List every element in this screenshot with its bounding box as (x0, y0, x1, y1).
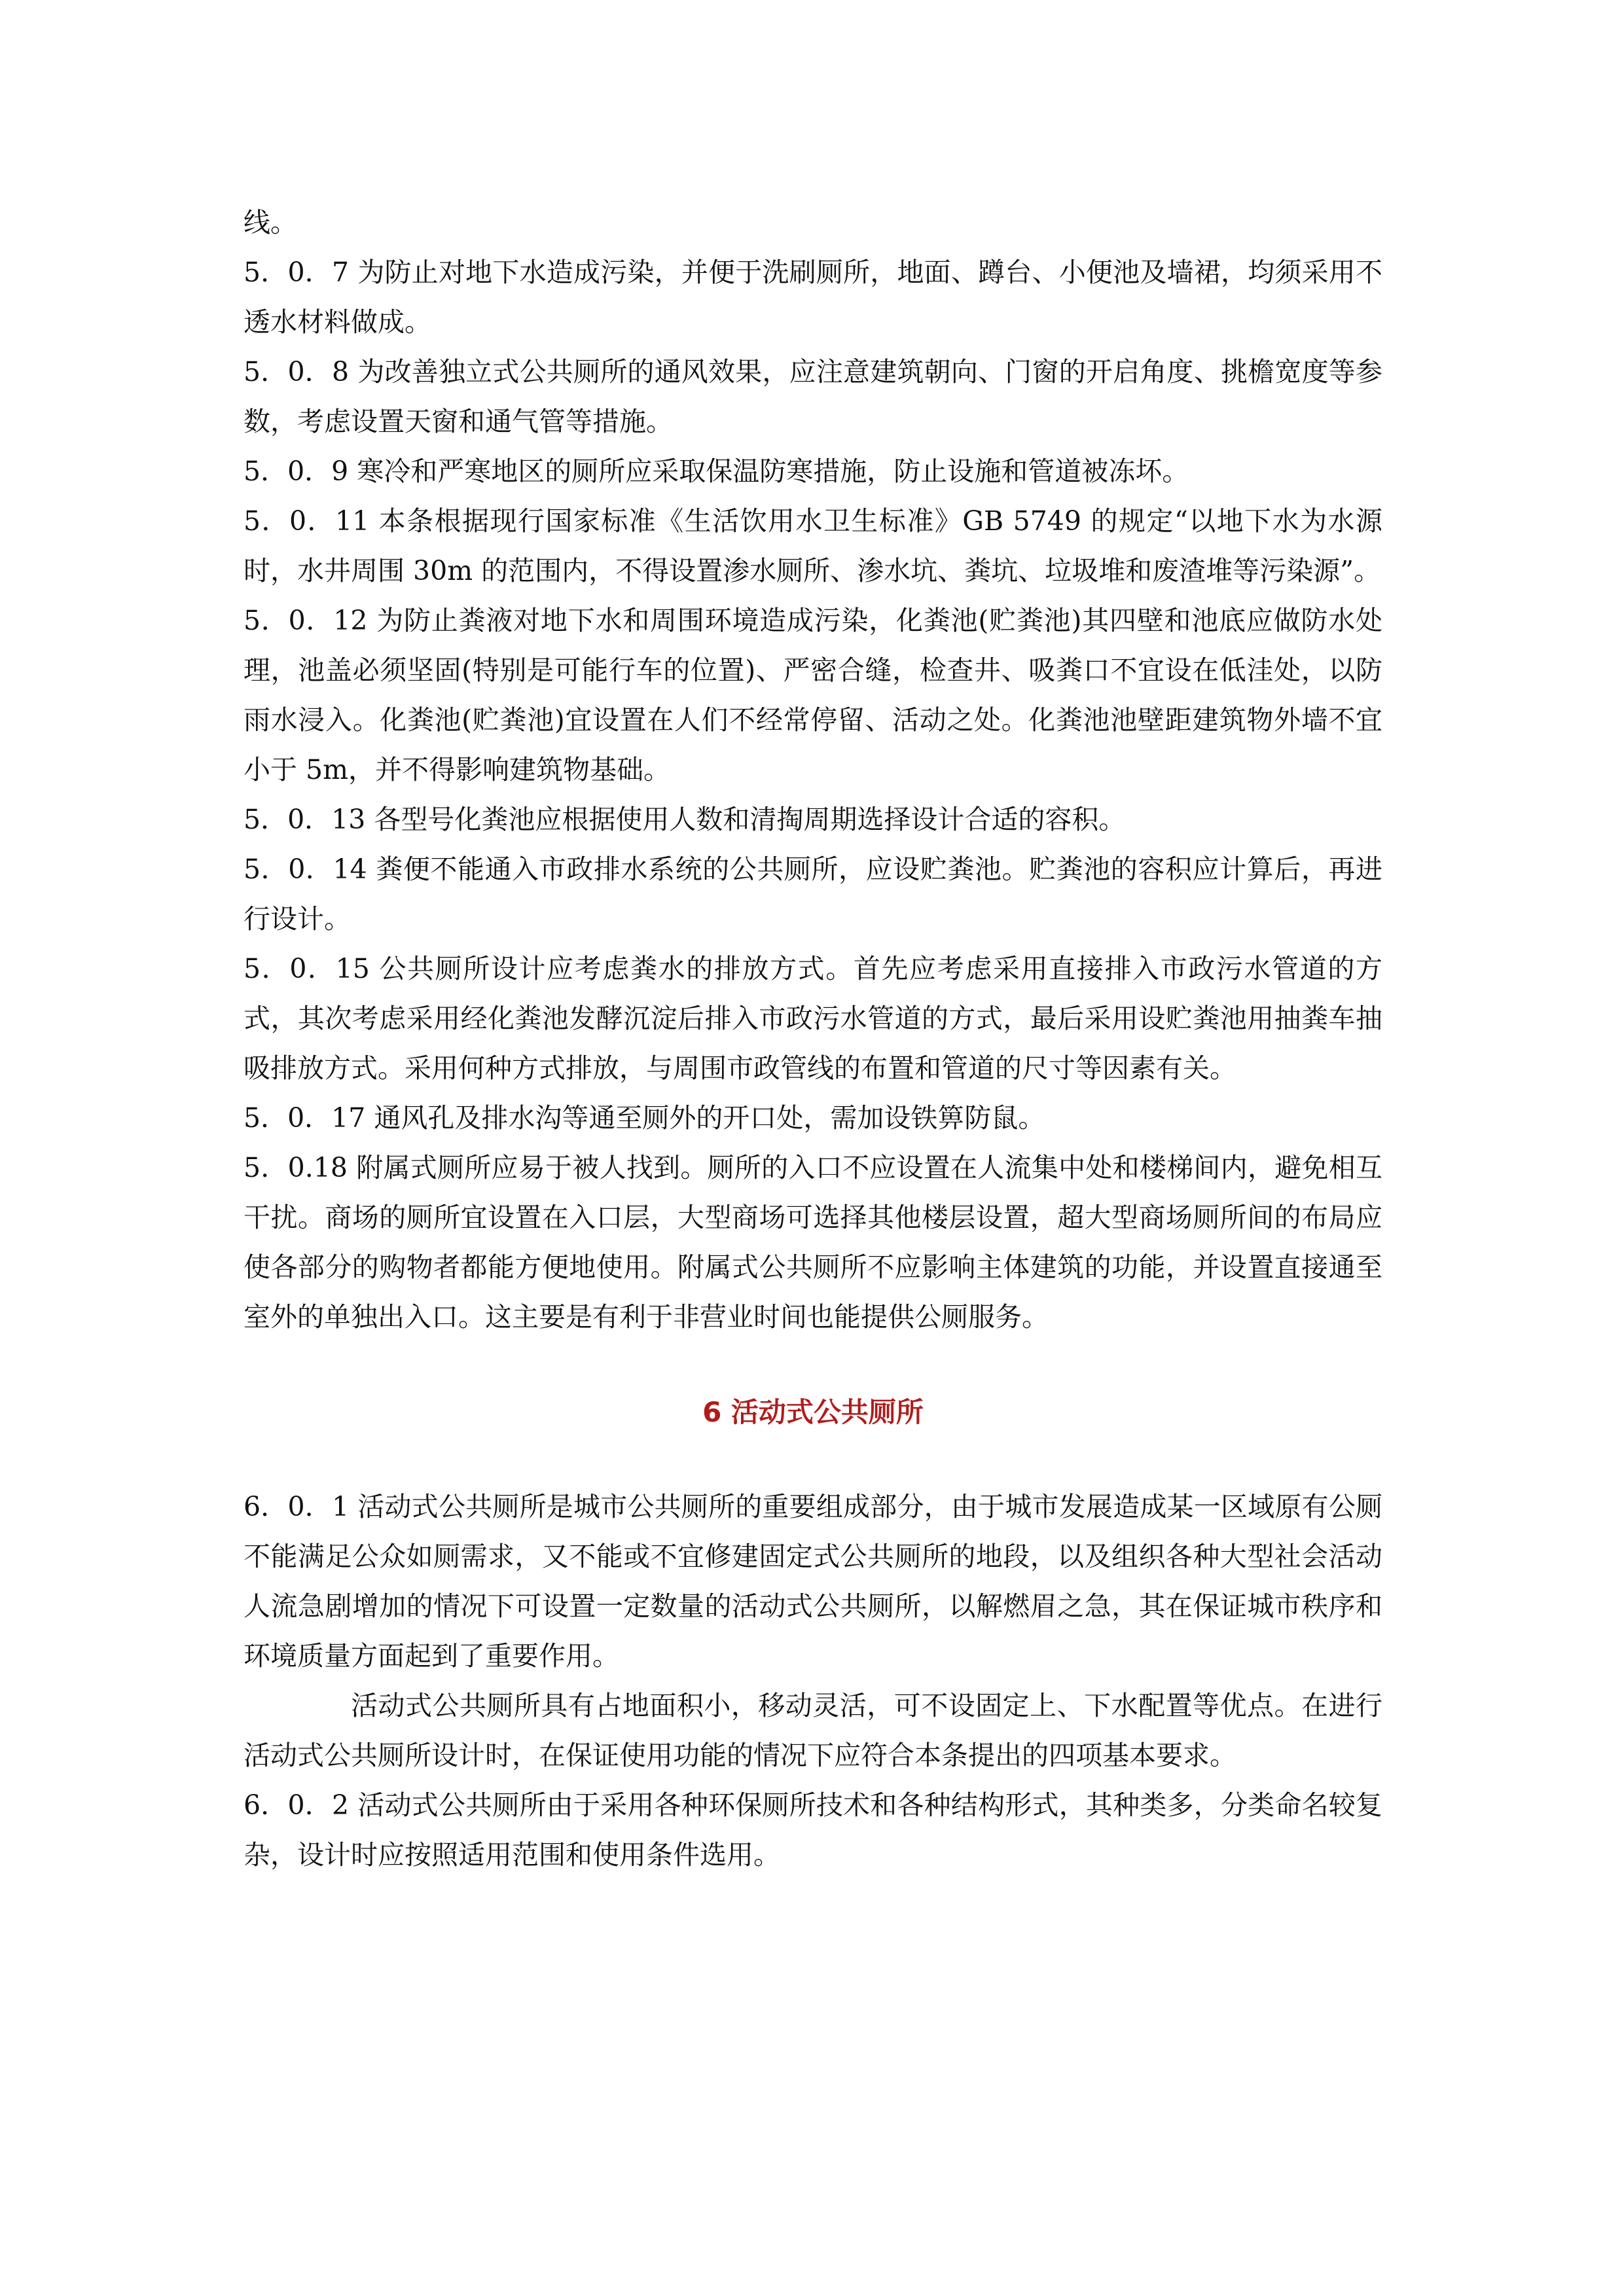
clause-5-0-7: 5．0．7 为防止对地下水造成污染，并便于洗刷厕所，地面、蹲台、小便池及墙裙，均须采用不透水材料做成。 (244, 257, 1382, 338)
clause-5-0-9: 5．0．9 寒冷和严寒地区的厕所应采取保温防寒措施，防止设施和管道被冻坏。 (244, 456, 1189, 487)
clause-5-0-14: 5．0．14 粪便不能通入市政排水系统的公共厕所，应设贮粪池。贮粪池的容积应计算后，再进行设计。 (244, 853, 1382, 935)
clause-5-0-13: 5．0．13 各型号化粪池应根据使用人数和清掏周期选择设计合适的容积。 (244, 804, 1126, 835)
clause-5-0-11: 5．0．11 本条根据现行国家标准《生活饮用水卫生标准》GB 5749 的规定“以地下水为水源时，水井周围 30m 的范围内，不得设置渗水厕所、渗水坑、粪坑、垃圾堆和废渣堆等污染源”。 (244, 505, 1382, 586)
document-page (244, 198, 1382, 1880)
clause-5-0-12: 5．0．12 为防止粪液对地下水和周围环境造成污染，化粪池(贮粪池)其四壁和池底应做防水处理，池盖必须坚固(特别是可能行车的位置)、严密合缝，检查井、吸粪口不宜设在低洼处，以防雨水浸入。化粪池(贮粪池)宜设置在人们不经常停留、活动之处。化粪池池壁距建筑物外墙不宜小于 5m，并不得影响建筑物基础。 (244, 605, 1382, 785)
clause-6-0-2: 6．0．2 活动式公共厕所由于采用各种环保厕所技术和各种结构形式，其种类多，分类命名较复杂，设计时应按照适用范围和使用条件选用。 (244, 1789, 1382, 1871)
section-6-heading: 6 活动式公共厕所 (702, 1396, 924, 1428)
clause-5-0-18: 5．0.18 附属式厕所应易于被人找到。厕所的入口不应设置在人流集中处和楼梯间内，避免相互干扰。商场的厕所宜设置在入口层，大型商场可选择其他楼层设置，超大型商场厕所间的布局应使各部分的购物者都能方便地使用。附属式公共厕所不应影响主体建筑的功能，并设置直接通至室外的单独出入口。这主要是有利于非营业时间也能提供公厕服务。 (244, 1152, 1382, 1333)
clause-5-0-17: 5．0．17 通风孔及排水沟等通至厕外的开口处，需加设铁箅防鼠。 (244, 1102, 1045, 1134)
clause-5-0-15: 5．0．15 公共厕所设计应考虑粪水的排放方式。首先应考虑采用直接排入市政污水管道的方式，其次考虑采用经化粪池发酵沉淀后排入市政污水管道的方式，最后采用设贮粪池用抽粪车抽吸排放方式。采用何种方式排放，与周围市政管线的布置和管道的尺寸等因素有关。 (244, 953, 1382, 1084)
clause-6-0-1: 6．0．1 活动式公共厕所是城市公共厕所的重要组成部分，由于城市发展造成某一区域原有公厕不能满足公众如厕需求，又不能或不宜修建固定式公共厕所的地段，以及组织各种大型社会活动人流急剧增加的情况下可设置一定数量的活动式公共厕所，以解燃眉之急，其在保证城市秩序和环境质量方面起到了重要作用。 (244, 1491, 1382, 1672)
paragraph-continuation: 线。 (244, 207, 297, 238)
clause-6-0-1-continued: 活动式公共厕所具有占地面积小，移动灵活，可不设固定上、下水配置等优点。在进行活动式公共厕所设计时，在保证使用功能的情况下应符合本条提出的四项基本要求。 (244, 1690, 1382, 1771)
clause-5-0-8: 5．0．8 为改善独立式公共厕所的通风效果，应注意建筑朝向、门窗的开启角度、挑檐宽度等参数，考虑设置天窗和通气管等措施。 (244, 356, 1382, 437)
